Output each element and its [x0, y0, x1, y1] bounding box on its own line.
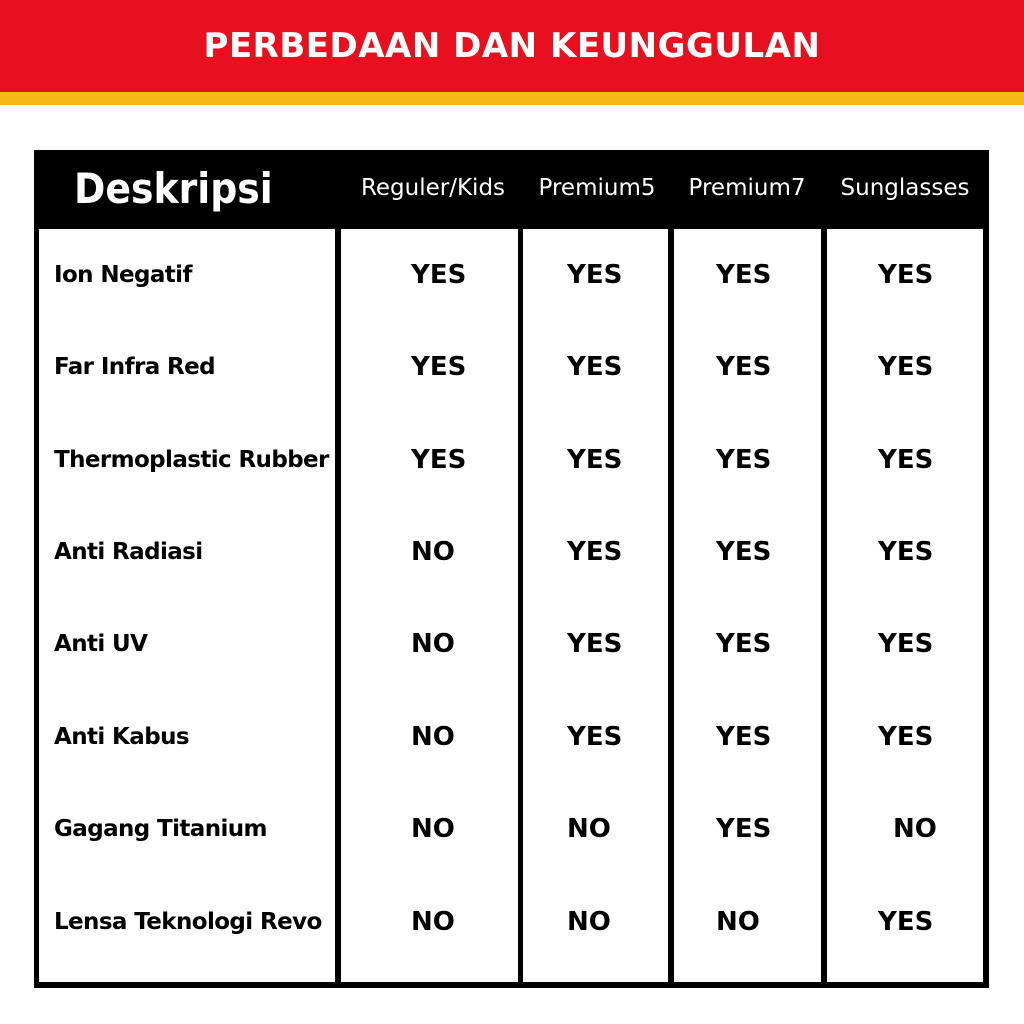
table-cell: [341, 414, 518, 506]
column-premium7: [674, 229, 821, 982]
cell-value: NO: [567, 814, 611, 844]
table-cell: [523, 598, 668, 690]
table-cell: [674, 506, 821, 598]
row-label-text: Lensa Teknologi Revo: [54, 909, 322, 935]
column-reguler-kids: [341, 229, 518, 982]
table-cell: [827, 691, 983, 783]
row-label-text: Anti Kabus: [54, 724, 189, 750]
header-premium5: Premium5: [538, 175, 656, 201]
cell-value: NO: [567, 907, 611, 937]
cell-value: YES: [716, 629, 772, 659]
table-cell: [827, 229, 983, 321]
table-cell: [523, 691, 668, 783]
cell-value: YES: [567, 445, 623, 475]
header-description: Deskripsi: [74, 163, 273, 213]
cell-value: YES: [878, 260, 934, 290]
table-cell: [523, 783, 668, 875]
cell-value: YES: [878, 629, 934, 659]
table-header: [34, 150, 989, 226]
table-cell: [674, 321, 821, 413]
cell-value: YES: [878, 352, 934, 382]
cell-value: YES: [716, 260, 772, 290]
table-cell: [341, 691, 518, 783]
table-cell: [827, 321, 983, 413]
row-label-text: Anti UV: [54, 631, 148, 657]
row-label-text: Anti Radiasi: [54, 539, 203, 565]
cell-value: YES: [411, 260, 467, 290]
row-label-text: Thermoplastic Rubber: [54, 447, 329, 473]
cell-value: YES: [716, 722, 772, 752]
cell-value: YES: [567, 260, 623, 290]
row-label: [39, 691, 335, 783]
cell-value: YES: [716, 445, 772, 475]
column-premium5: [523, 229, 668, 982]
cell-value: YES: [567, 537, 623, 567]
table-cell: [523, 321, 668, 413]
row-label: [39, 414, 335, 506]
row-label: [39, 598, 335, 690]
row-label: [39, 321, 335, 413]
row-label-text: Gagang Titanium: [54, 816, 267, 842]
table-cell: [523, 506, 668, 598]
table-cell: [341, 783, 518, 875]
row-label: [39, 229, 335, 321]
table-cell: [674, 598, 821, 690]
cell-value: YES: [567, 352, 623, 382]
header-premium7: Premium7: [688, 175, 806, 201]
table-cell: [341, 506, 518, 598]
cell-value: NO: [411, 814, 455, 844]
cell-value: YES: [716, 352, 772, 382]
cell-value: NO: [411, 537, 455, 567]
row-label-text: Ion Negatif: [54, 262, 192, 288]
table-cell: [341, 229, 518, 321]
comparison-table: [34, 150, 989, 988]
cell-value: YES: [411, 445, 467, 475]
table-cell: [523, 229, 668, 321]
cell-value: NO: [893, 814, 937, 844]
header-sunglasses: Sunglasses: [840, 175, 970, 201]
table-cell: [523, 876, 668, 968]
cell-value: YES: [878, 445, 934, 475]
table-cell: [674, 414, 821, 506]
cell-value: YES: [878, 722, 934, 752]
accent-stripe: [0, 92, 1024, 105]
cell-value: YES: [411, 352, 467, 382]
cell-value: YES: [716, 537, 772, 567]
row-label-text: Far Infra Red: [54, 354, 216, 380]
column-sunglasses: [827, 229, 983, 982]
cell-value: NO: [411, 907, 455, 937]
table-cell: [827, 414, 983, 506]
row-label: [39, 783, 335, 875]
table-cell: [827, 506, 983, 598]
cell-value: NO: [716, 907, 760, 937]
row-label: [39, 506, 335, 598]
table-cell: [341, 876, 518, 968]
table-cell: [827, 783, 983, 875]
cell-value: YES: [716, 814, 772, 844]
cell-value: NO: [411, 722, 455, 752]
cell-value: YES: [567, 722, 623, 752]
table-cell: [827, 876, 983, 968]
row-label: [39, 876, 335, 968]
table-cell: [674, 229, 821, 321]
column-description: [39, 229, 335, 982]
table-cell: [674, 876, 821, 968]
header-reguler-kids: Reguler/Kids: [360, 175, 506, 201]
cell-value: NO: [411, 629, 455, 659]
title-banner: [0, 0, 1024, 92]
cell-value: YES: [878, 537, 934, 567]
table-cell: [523, 414, 668, 506]
table-cell: [341, 598, 518, 690]
table-cell: [674, 691, 821, 783]
cell-value: YES: [567, 629, 623, 659]
cell-value: YES: [878, 907, 934, 937]
table-cell: [827, 598, 983, 690]
page-title: PERBEDAAN DAN KEUNGGULAN: [203, 26, 821, 66]
table-cell: [341, 321, 518, 413]
table-cell: [674, 783, 821, 875]
